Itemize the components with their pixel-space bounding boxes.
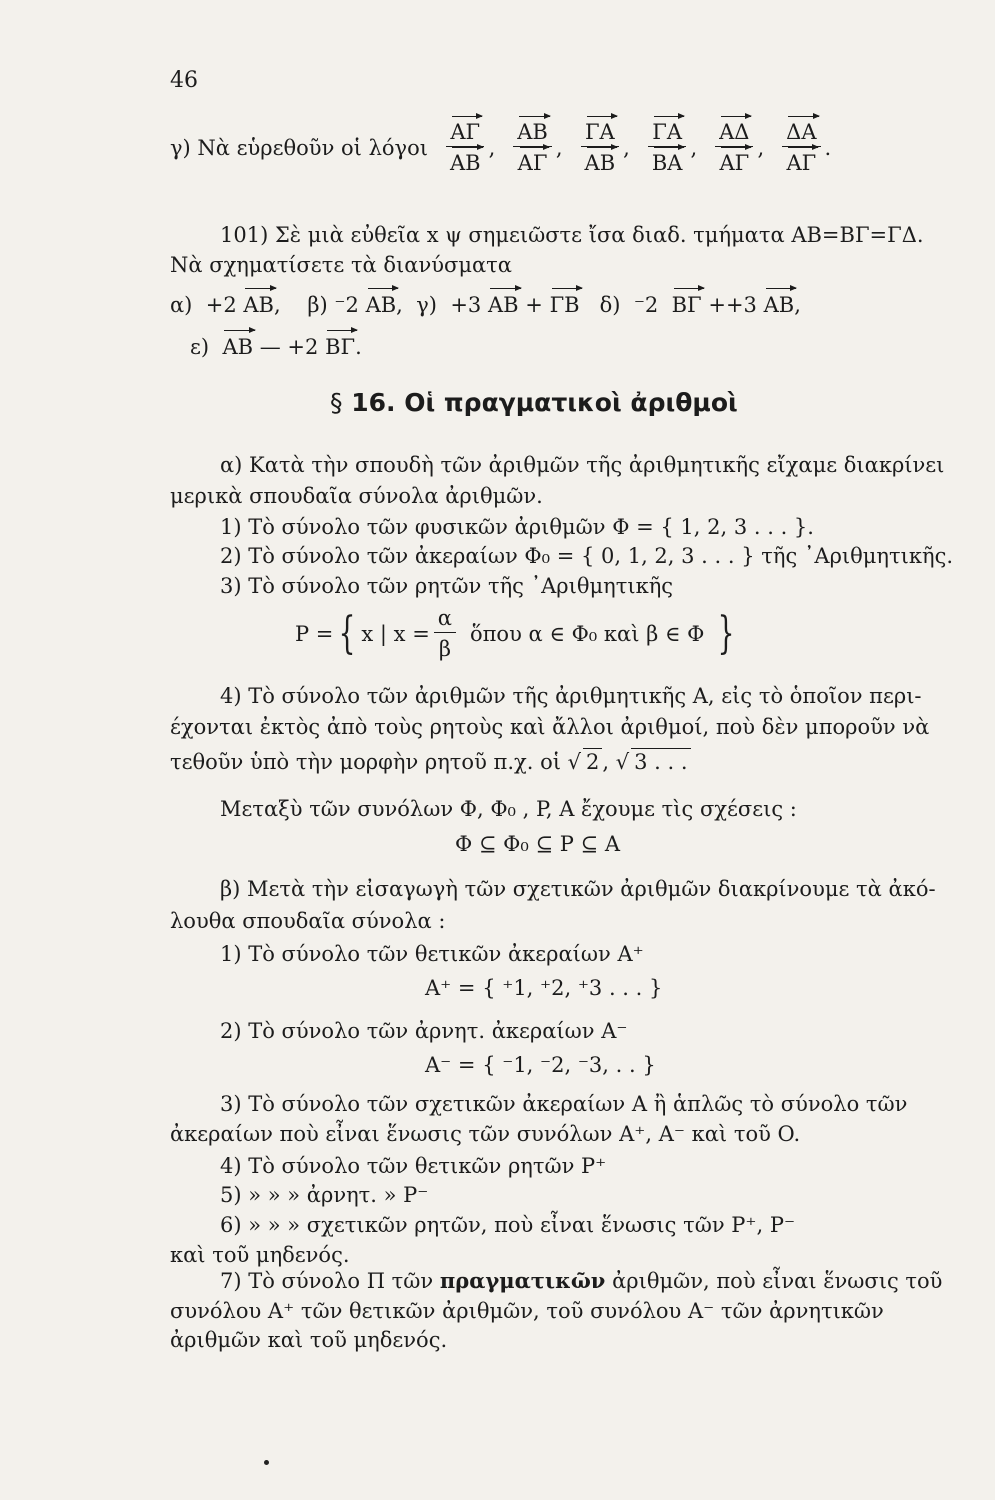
- para-a-line: α) Κατὰ τὴν σπουδὴ τῶν ἀριθμῶν τῆς ἀριθμητικῆς εἴχαμε διακρίνει: [220, 453, 945, 477]
- para-a-line: έχονται ἐκτὸς ἀπὸ τοὺς ρητοὺς καὶ ἄλλοι ἀριθμοί, ποὺ δὲν μποροῦν νὰ: [170, 715, 930, 739]
- set-A-plus: A⁺ = { ⁺1, ⁺2, ⁺3 . . . }: [425, 976, 663, 1000]
- section-title: 16. Οἱ πραγματικοὶ ἀριθμοὶ: [351, 388, 738, 417]
- para-b-line: 4) Τὸ σύνολο τῶν θετικῶν ρητῶν P⁺: [220, 1154, 607, 1178]
- exercise-101-items: α) +2 ΑΒ, β) ⁻2 ΑΒ, γ) +3 ΑΒ + ΓΒ δ) ⁻2 ΒΓ ++3 ΑΒ,: [170, 293, 801, 317]
- para-b-line: 1) Τὸ σύνολο τῶν θετικῶν ἀκεραίων A⁺: [220, 942, 644, 966]
- exercise-101-item-e: ε) ΑΒ — +2 ΒΓ.: [190, 335, 362, 359]
- para-b-line: 6) » » » σχετικῶν ρητῶν, ποὺ εἶναι ἕνωσις τῶν P⁺, P⁻: [220, 1213, 796, 1237]
- exercise-g-prefix: γ) Νὰ εὑρεθοῦν οἱ λόγοι: [170, 135, 428, 160]
- page-number: 46: [170, 68, 198, 93]
- set-relations: Φ ⊆ Φ₀ ⊆ P ⊆ A: [455, 832, 620, 856]
- exercise-101-line1: 101) Σὲ μιὰ εὐθεῖα x ψ σημειῶστε ἴσα διαδ. τμήματα ΑΒ=ΒΓ=ΓΔ.: [220, 223, 924, 247]
- ratio-fraction: $\frac{AB}{A\Gamma}$: [513, 120, 552, 175]
- print-speck: [264, 1460, 269, 1465]
- para-b-line: β) Μετὰ τὴν εἰσαγωγὴ τῶν σχετικῶν ἀριθμῶν διακρίνουμε τὰ ἀκό-: [220, 877, 936, 901]
- para-b-line: καὶ τοῦ μηδενός.: [170, 1243, 350, 1267]
- para-a-line: Μεταξὺ τῶν συνόλων Φ, Φ₀ , P, A ἔχουμε τὶς σχέσεις :: [220, 797, 797, 821]
- section-symbol: §: [330, 388, 343, 417]
- exercise-g-ratios: γ) Νὰ εὑρεθοῦν οἱ λόγοι $\frac{A\Gamma}{AB}$ , $\frac{AB}{A\Gamma}$ , $\frac{\Gamma A}{AB}$ , $\frac{\Gamma A}{BA}$ , $\frac{A\Delta}{A\Gamma}$ , $\frac{\Delta A}{A\Gamma}$ .: [170, 120, 832, 175]
- para-a-line: 4) Τὸ σύνολο τῶν ἀριθμῶν τῆς ἀριθμητικῆς Α, εἰς τὸ ὁποῖον περι-: [220, 684, 922, 708]
- para-a-line: 2) Τὸ σύνολο τῶν ἀκεραίων Φ₀ = { 0, 1, 2, 3 . . . } τῆς ᾿Αριθμητικῆς.: [220, 544, 954, 568]
- para-b-line: 2) Τὸ σύνολο τῶν ἀρνητ. ἀκεραίων A⁻: [220, 1019, 628, 1043]
- ratio-fraction: $\frac{\Gamma A}{AB}$: [581, 120, 620, 175]
- para-b-line: λουθα σπουδαῖα σύνολα :: [170, 909, 446, 933]
- para-b-line: 5) » » » ἀρνητ. » P⁻: [220, 1183, 429, 1207]
- ratio-fraction: $\frac{\Gamma A}{BA}$: [648, 120, 687, 175]
- section-heading: [330, 388, 738, 417]
- para-b-line: 7) Τὸ σύνολο Π τῶν πραγματικῶν ἀριθμῶν, ποὺ εἶναι ἕνωσις τοῦ: [220, 1268, 943, 1293]
- para-a-line: 3) Τὸ σύνολο τῶν ρητῶν τῆς ᾿Αριθμητικῆς: [220, 574, 674, 598]
- para-b-line: 3) Τὸ σύνολο τῶν σχετικῶν ἀκεραίων A ἢ ἁπλῶς τὸ σύνολο τῶν: [220, 1092, 908, 1116]
- set-A-minus: A⁻ = { ⁻1, ⁻2, ⁻3, . . }: [425, 1053, 656, 1077]
- ratio-fraction: $\frac{A\Gamma}{AB}$: [446, 120, 485, 175]
- set-P-definition: P = { x | x = $\frac{\alpha}{\beta}$ ὅπου α ∈ Φ₀ καὶ β ∈ Φ }: [295, 606, 735, 661]
- para-a-line: τεθοῦν ὑπὸ τὴν μορφὴν ρητοῦ π.χ. οἱ √ 2 , √ 3 . . .: [170, 748, 960, 775]
- para-b-line: ἀκεραίων ποὺ εἶναι ἕνωσις τῶν συνόλων A⁺, A⁻ καὶ τοῦ O.: [170, 1122, 801, 1146]
- ratio-fraction: $\frac{A\Delta}{A\Gamma}$: [715, 120, 753, 175]
- exercise-101-line2: Νὰ σχηματίσετε τὰ διανύσματα: [170, 253, 512, 277]
- para-a-line: 1) Τὸ σύνολο τῶν φυσικῶν ἀριθμῶν Φ = { 1, 2, 3 . . . }.: [220, 515, 814, 539]
- para-a-line: μερικὰ σπουδαῖα σύνολα ἀριθμῶν.: [170, 484, 543, 508]
- ratio-fraction: $\frac{\Delta A}{A\Gamma}$: [782, 120, 820, 175]
- para-b-line: ἀριθμῶν καὶ τοῦ μηδενός.: [170, 1328, 448, 1352]
- para-b-line: συνόλου A⁺ τῶν θετικῶν ἀριθμῶν, τοῦ συνόλου A⁻ τῶν ἀρνητικῶν: [170, 1299, 884, 1323]
